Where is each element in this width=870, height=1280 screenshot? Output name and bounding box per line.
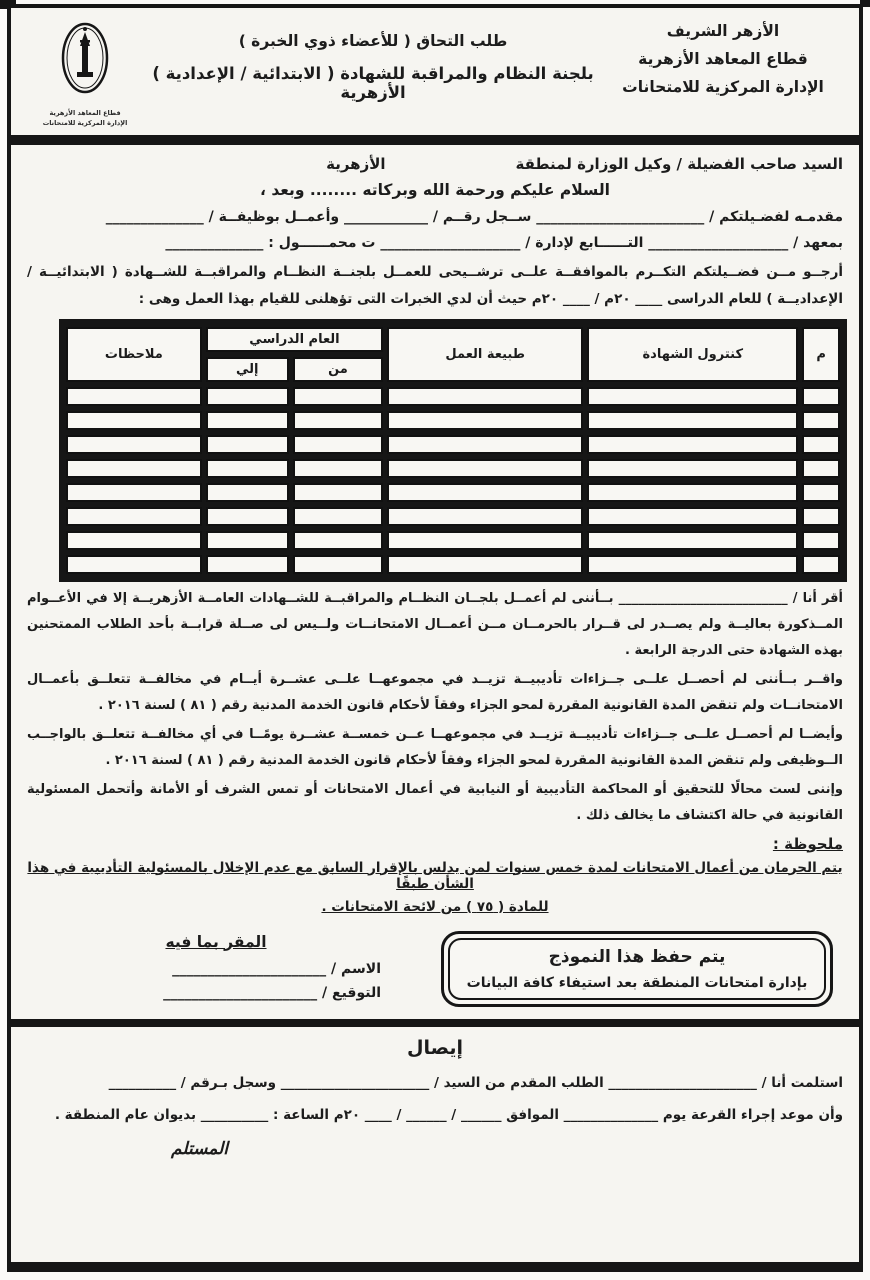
request-paragraph bbox=[11, 259, 859, 313]
keep-box-line-2: بإدارة امتحانات المنطقة بعد استيفاء كافة البيانات bbox=[466, 974, 808, 991]
table-cell bbox=[206, 411, 289, 430]
table-row bbox=[66, 555, 840, 574]
table-cell bbox=[802, 555, 840, 574]
table-cell bbox=[587, 531, 798, 550]
col-nature-header: طبيعة العمل bbox=[387, 327, 583, 382]
note-line-1: يتم الحرمان من أعمال الامتحانات لمدة خمس سنوات لمن يدلس بالإقرار السابق مع عدم الإخلال بالمسئولية التأديبية في هذا الشأن طبقًا bbox=[27, 859, 843, 892]
table-cell bbox=[293, 483, 383, 502]
table-cell bbox=[206, 483, 289, 502]
declaration-paragraph-3: وأيضــا لم أحصــل علــى جــزاءات تأديبيــة تزيــد في مجموعهــا عــن خمســة عشــرة يومًــا في أي مخالفــة تتعلــق بالواجــب الــوظيفى ولم تنقض المدة القانونية المقررة لمحو الجزاء وفقاً لأحكام قانون الخدمة المدنية رقم ( ٨١ ) لسنة ٢٠١٦ . bbox=[27, 726, 843, 768]
col-from-header: من bbox=[293, 357, 383, 382]
receipt-divider bbox=[11, 1019, 859, 1027]
table-cell bbox=[387, 555, 583, 574]
table-cell bbox=[387, 459, 583, 478]
table-cell bbox=[802, 435, 840, 454]
table-cell bbox=[293, 555, 383, 574]
receipt-line-1: استلمت أنا / ______________________ الطلب المقدم من السيد / ______________________ وسجل بـرقم / __________ bbox=[108, 1074, 843, 1091]
approval-row bbox=[51, 931, 833, 1007]
table-row bbox=[66, 411, 840, 430]
form-title-line-2: بلجنة النظام والمراقبة للشهادة ( الابتدائية / الإعدادية ) الأزهرية bbox=[152, 64, 594, 102]
table-row bbox=[66, 507, 840, 526]
org-block bbox=[597, 16, 849, 102]
declarations bbox=[11, 586, 859, 829]
table-cell bbox=[802, 531, 840, 550]
greeting-line: السلام عليكم ورحمة الله وبركاته ........ وبعد ، bbox=[260, 180, 610, 199]
experience-table-body bbox=[66, 387, 840, 574]
table-cell bbox=[387, 483, 583, 502]
table-cell bbox=[587, 387, 798, 406]
keep-form-box-inner bbox=[448, 938, 826, 1000]
declaration-paragraph-1: أقر أنا / __________________________ بــأننى لم أعمــل بلجــان النظــام والمراقبــة للشــهادات العامــة الأزهريــة إلا في الأعــوام المــذكورة بعاليــة ولم يصــدر لى قــرار بالحرمــان مــن أعمــال الامتحانــات ولــيس لى صــلة قرابــة بأحد الطلاب الممتحنين بهذه الشهادة حتى الدرجة الرابعة . bbox=[27, 590, 843, 658]
col-year-header: العام الدراسي bbox=[206, 327, 383, 352]
form-title-line-1: طلب التحاق ( للأعضاء ذوي الخبرة ) bbox=[238, 32, 508, 50]
salutation-left: الأزهرية bbox=[326, 154, 386, 173]
table-cell bbox=[206, 435, 289, 454]
table-cell bbox=[387, 411, 583, 430]
table-row bbox=[66, 459, 840, 478]
table-cell bbox=[387, 531, 583, 550]
table-cell bbox=[293, 507, 383, 526]
form-header bbox=[11, 8, 859, 131]
note-heading: ملحوظة : bbox=[772, 834, 843, 853]
table-cell bbox=[802, 483, 840, 502]
table-cell bbox=[66, 387, 202, 406]
table-cell bbox=[66, 507, 202, 526]
table-cell bbox=[293, 411, 383, 430]
col-serial-header: م bbox=[802, 327, 840, 382]
keep-form-box bbox=[441, 931, 833, 1007]
org-line-2: قطاع المعاهد الأزهرية bbox=[638, 49, 808, 68]
keep-box-line-1: يتم حفظ هذا النموذج bbox=[548, 946, 726, 967]
form-title-block bbox=[149, 16, 597, 102]
request-part-2: للعام الدراسى ____ ٢٠م / ____ ٢٠م حيث أن لدي الخبرات التى تؤهلنى للقيام بهذا العمل وهى : bbox=[138, 290, 762, 307]
salutation-line bbox=[11, 145, 859, 173]
logo-captions bbox=[43, 109, 128, 129]
logo-caption-2: الإدارة المركزية للامتحانات bbox=[42, 118, 128, 127]
header-divider bbox=[11, 135, 859, 145]
declaration-paragraph-2: واقــر بــأننى لم أحصــل علــى جــزاءات تأديبيــة تزيــد في مجموعهــا علــى عشــرة أيــام في مخالفــة تتعلــق بأعمــال الامتحانــات ولم تنقض المدة القانونية المقررة لمحو الجزاء وفقاً لأحكام قانون الخدمة المدنية رقم ( ٨١ ) لسنة ٢٠١٦ . bbox=[27, 671, 843, 713]
table-cell bbox=[293, 435, 383, 454]
table-cell bbox=[206, 387, 289, 406]
note-line-2: للمادة ( ٧٥ ) من لائحة الامتحانات . bbox=[321, 898, 549, 915]
receipt-section bbox=[11, 1037, 859, 1159]
table-cell bbox=[66, 483, 202, 502]
table-cell bbox=[587, 555, 798, 574]
col-to-header: إلي bbox=[206, 357, 289, 382]
table-cell bbox=[387, 435, 583, 454]
col-control-header: كنترول الشهادة bbox=[587, 327, 798, 382]
logo-block bbox=[21, 16, 149, 129]
table-cell bbox=[802, 507, 840, 526]
table-cell bbox=[66, 435, 202, 454]
applicant-line: مقدمـه لفضـيلتكم / ________________________ ســجل رقــم / ____________ وأعمــل بوظيفــة / ______________ bbox=[105, 208, 843, 225]
request-part-1: أرجــو مــن فضــيلتكم التكــرم بالموافقــة علــى ترشــيحى للعمــل بلجنــة النظــام والمراقبــة للشــهادة ( الابتدائيــة / الإعداديــة ) bbox=[27, 263, 843, 307]
table-row bbox=[66, 387, 840, 406]
experience-table-header bbox=[66, 327, 840, 382]
page-frame bbox=[7, 4, 863, 1272]
table-cell bbox=[802, 411, 840, 430]
table-cell bbox=[66, 411, 202, 430]
table-cell bbox=[206, 555, 289, 574]
table-cell bbox=[66, 555, 202, 574]
region-blank bbox=[386, 155, 516, 173]
col-notes-header: ملاحظات bbox=[66, 327, 202, 382]
experience-table-wrap bbox=[59, 319, 847, 582]
table-cell bbox=[206, 459, 289, 478]
signature-title: المقر بما فيه bbox=[165, 932, 267, 951]
declaration-paragraph-4: وإننى لست محالًا للتحقيق أو المحاكمة التأديبية أو النيابية في أعمال الامتحانات أو تمس الشرف أو الأمانة وأتحمل المسئولية القانونية في حالة اكتشاف ما يخالف ذلك . bbox=[27, 781, 843, 823]
org-line-1: الأزهر الشريف bbox=[666, 22, 780, 40]
salutation-right: السيد صاحب الفضيلة / وكيل الوزارة لمنطقة bbox=[515, 154, 843, 173]
table-cell bbox=[587, 507, 798, 526]
institute-line: بمعهد / ____________________ التــــــابع لإدارة / ____________________ ت محمــــــول : ______________ bbox=[165, 234, 843, 251]
table-row bbox=[66, 483, 840, 502]
receipt-title: إيصال bbox=[407, 1036, 463, 1059]
table-cell bbox=[206, 507, 289, 526]
table-cell bbox=[587, 435, 798, 454]
table-cell bbox=[206, 531, 289, 550]
receipt-line-2: وأن موعد إجراء القرعة يوم ______________ الموافق ______ / ______ / ____ ٢٠م الساعة : __________ بديوان عام المنطقة . bbox=[54, 1106, 843, 1123]
table-cell bbox=[387, 387, 583, 406]
org-line-3: الإدارة المركزية للامتحانات bbox=[622, 77, 824, 96]
table-row bbox=[66, 531, 840, 550]
al-azhar-seal-icon bbox=[53, 20, 117, 106]
table-cell bbox=[293, 459, 383, 478]
table-cell bbox=[293, 387, 383, 406]
logo-caption-1: قطاع المعاهد الأزهرية bbox=[49, 109, 121, 117]
table-cell bbox=[587, 483, 798, 502]
table-row bbox=[66, 435, 840, 454]
table-cell bbox=[66, 531, 202, 550]
table-cell bbox=[587, 459, 798, 478]
table-cell bbox=[802, 459, 840, 478]
signature-line: التوقيع / ______________________ bbox=[163, 984, 381, 1001]
table-cell bbox=[387, 507, 583, 526]
signature-block bbox=[51, 931, 381, 1001]
table-cell bbox=[66, 459, 202, 478]
table-cell bbox=[587, 411, 798, 430]
receiver-label: المستلم bbox=[171, 1138, 228, 1159]
table-cell bbox=[293, 531, 383, 550]
table-cell bbox=[802, 387, 840, 406]
name-line: الاسم / ______________________ bbox=[172, 960, 381, 977]
experience-table bbox=[59, 319, 847, 582]
